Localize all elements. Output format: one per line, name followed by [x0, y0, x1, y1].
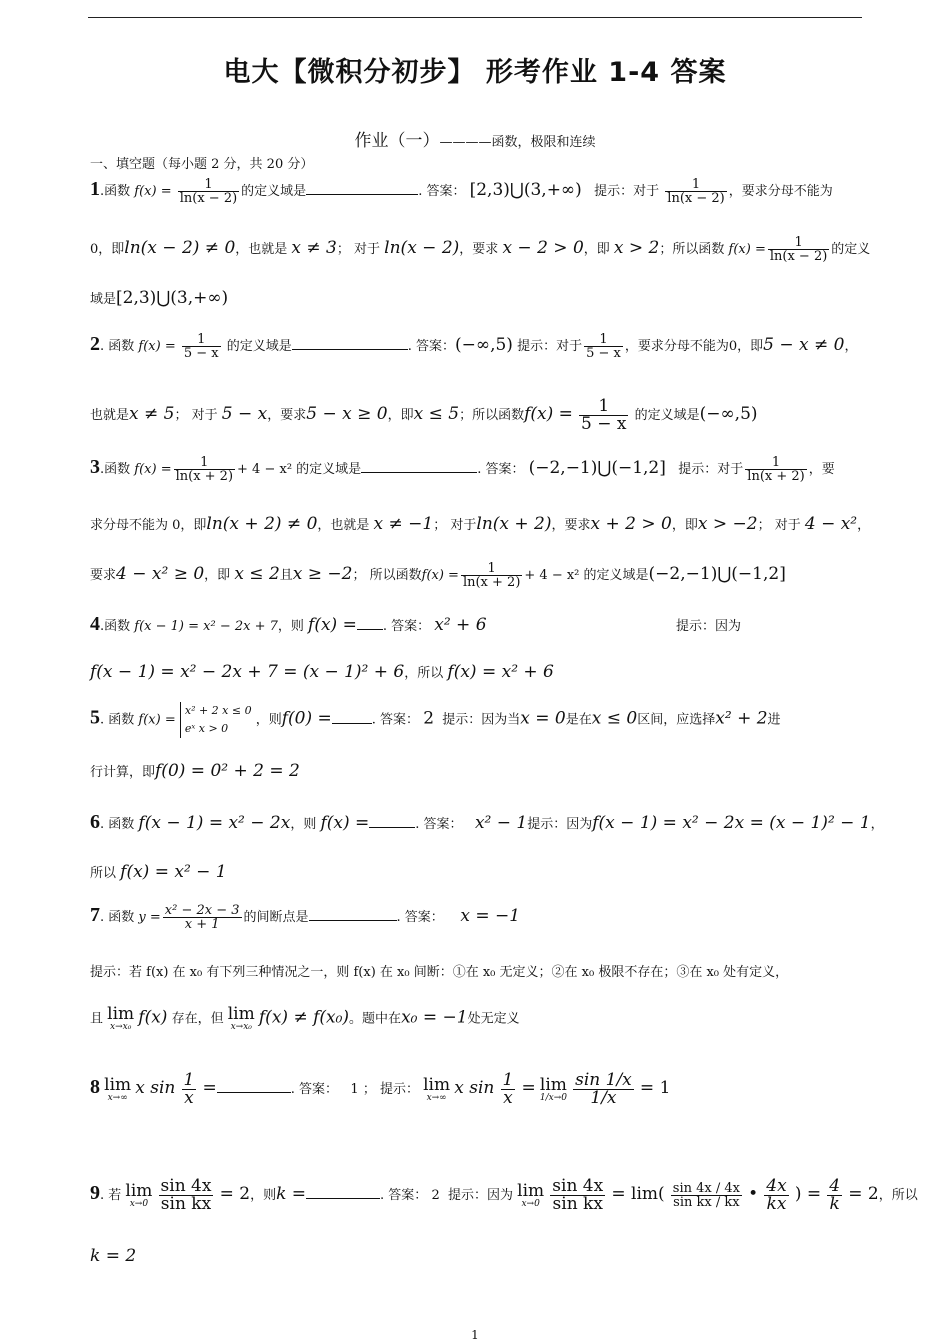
question-1: 1.函数 f(x) = $\frac{1}{\ln(x - 2)}$ 的定义域是 . 答案： [2,3)⋃(3,+∞) 提示：对于 $\frac{1}{\ln(x - 2)}$ ，要求分母不能为: [90, 177, 833, 206]
answer: x² + 6: [434, 615, 487, 635]
question-1-hint: 0，即ln(x − 2) ≠ 0，也就是 x ≠ 3； 对于 ln(x − 2)，要求 x − 2 > 0，即 x > 2；所以函数 f(x) = $\frac{1}{\ln(x - 2)}$ 的定义: [90, 235, 871, 264]
answer-blank[interactable]: [369, 826, 415, 828]
answer: 2: [423, 708, 435, 729]
question-9: 9. 若 lim x→0 $\frac{\sin 4x}{\text{sin kx}}$ = 2，则k = . 答案： 2 提示：因为 lim x→0 $\frac{\sin 4x}{\text{sin kx}}$ = lim( $\frac{\sin 4x / 4x}{\text{sin kx / kx}}$ • $\frac{4x}{kx}$ ) = $\frac{4}{k}$ = 2，所以: [90, 1176, 918, 1214]
part-heading: 一、填空题（每小题 2 分，共 20 分）: [90, 157, 314, 172]
question-7: 7. 函数 y = $\frac{\text{x² − 2x − 3}}{x + 1}$ 的间断点是 . 答案： x = −1: [90, 903, 521, 932]
question-2: 2. 函数 f(x) = $\frac{1}{5 - x}$ 的定义域是 . 答案：(−∞,5) 提示：对于 $\frac{1}{5 - x}$ ，要求分母不能为0，即5 − x ≠ 0，: [90, 332, 858, 361]
top-rule: [88, 17, 862, 18]
answer: 2: [431, 1188, 440, 1203]
question-4-hint: f(x − 1) = x² − 2x + 7 = (x − 1)² + 6，所以 f(x) = x² + 6: [90, 662, 554, 682]
answer-blank[interactable]: [292, 348, 408, 350]
question-6: 6. 函数 f(x − 1) = x² − 2x，则 f(x) = . 答案： x² − 1提示：因为f(x − 1) = x² − 2x = (x − 1)² − 1，: [90, 811, 884, 833]
question-9-answer-end: k = 2: [90, 1246, 137, 1266]
answer: x² − 1: [474, 813, 528, 833]
question-7-hint: 提示：若 f(x) 在 x₀ 有下列三种情况之一，则 f(x) 在 x₀ 间断：①在 x₀ 无定义；②在 x₀ 极限不存在；③在 x₀ 处有定义，: [90, 965, 789, 980]
answer-blank[interactable]: [357, 628, 383, 630]
question-3: 3.函数 f(x) = $\frac{1}{\ln(x + 2)}$ + 4 − x² 的定义域是 . 答案： (−2,−1)⋃(−1,2] 提示：对于 $\frac{1}{\ln(x + 2)}$ ，要: [90, 455, 835, 484]
answer: 1: [350, 1082, 359, 1097]
question-3-hint: 求分母不能为 0，即ln(x + 2) ≠ 0，也就是 x ≠ −1； 对于ln(x + 2)，要求x + 2 > 0，即x > −2； 对于 4 − x²，: [90, 514, 871, 534]
answer: x = −1: [460, 906, 521, 926]
question-8: 8 lim x→∞ x sin $\frac{1}{x}$ = . 答案： 1 ； 提示： lim x→∞ x sin $\frac{1}{x}$ = lim 1/x→0 $\frac{\sin 1/x}{1/x}$ = 1: [90, 1070, 671, 1108]
answer-blank[interactable]: [306, 193, 418, 195]
question-1-hint-end: 域是[2,3)⋃(3,+∞): [90, 288, 229, 308]
document-title: 电大【微积分初步】 形考作业 1-4 答案: [223, 57, 727, 88]
answer-blank[interactable]: [361, 471, 477, 473]
question-2-hint: 也就是x ≠ 5； 对于 5 − x，要求5 − x ≥ 0，即x ≤ 5；所以函数f(x) = $\frac{1}{5 - x}$ 的定义域是(−∞,5): [90, 396, 758, 434]
question-7-hint-end: 且 lim x→x₀ f(x) 存在，但 lim x→x₀ f(x) ≠ f(x₀)。题中在x₀ = −1处无定义: [90, 1004, 520, 1032]
answer-blank[interactable]: [309, 919, 397, 921]
section-title: 作业（一）————函数，极限和连续: [354, 131, 596, 151]
section-subtitle: ————函数，极限和连续: [439, 135, 596, 150]
answer-blank[interactable]: [306, 1197, 380, 1199]
question-3-hint-end: 要求4 − x² ≥ 0，即 x ≤ 2且x ≥ −2； 所以函数f(x) = $\frac{1}{\ln(x + 2)}$ + 4 − x² 的定义域是(−2,−1)⋃(−1,2]: [90, 561, 786, 590]
question-5: 5. 函数 f(x) = x² + 2 x ≤ 0 eˣ x > 0 ，则f(0) = . 答案： 2 提示：因为当x = 0是在x ≤ 0区间，应选择x² + 2进: [90, 702, 865, 738]
question-5-hint: 行计算，即f(0) = 0² + 2 = 2: [90, 761, 300, 781]
page-number: 1: [471, 1328, 479, 1342]
question-6-hint: 所以 f(x) = x² − 1: [90, 862, 227, 882]
answer: (−2,−1)⋃(−1,2]: [528, 458, 666, 478]
question-4: 4.函数 f(x − 1) = x² − 2x + 7，则 f(x) = . 答案： x² + 6 提示：因为: [90, 613, 742, 635]
answer: (−∞,5): [455, 335, 513, 355]
answer-blank[interactable]: [217, 1091, 291, 1093]
answer: [2,3)⋃(3,+∞): [469, 180, 582, 200]
answer-blank[interactable]: [332, 722, 372, 724]
